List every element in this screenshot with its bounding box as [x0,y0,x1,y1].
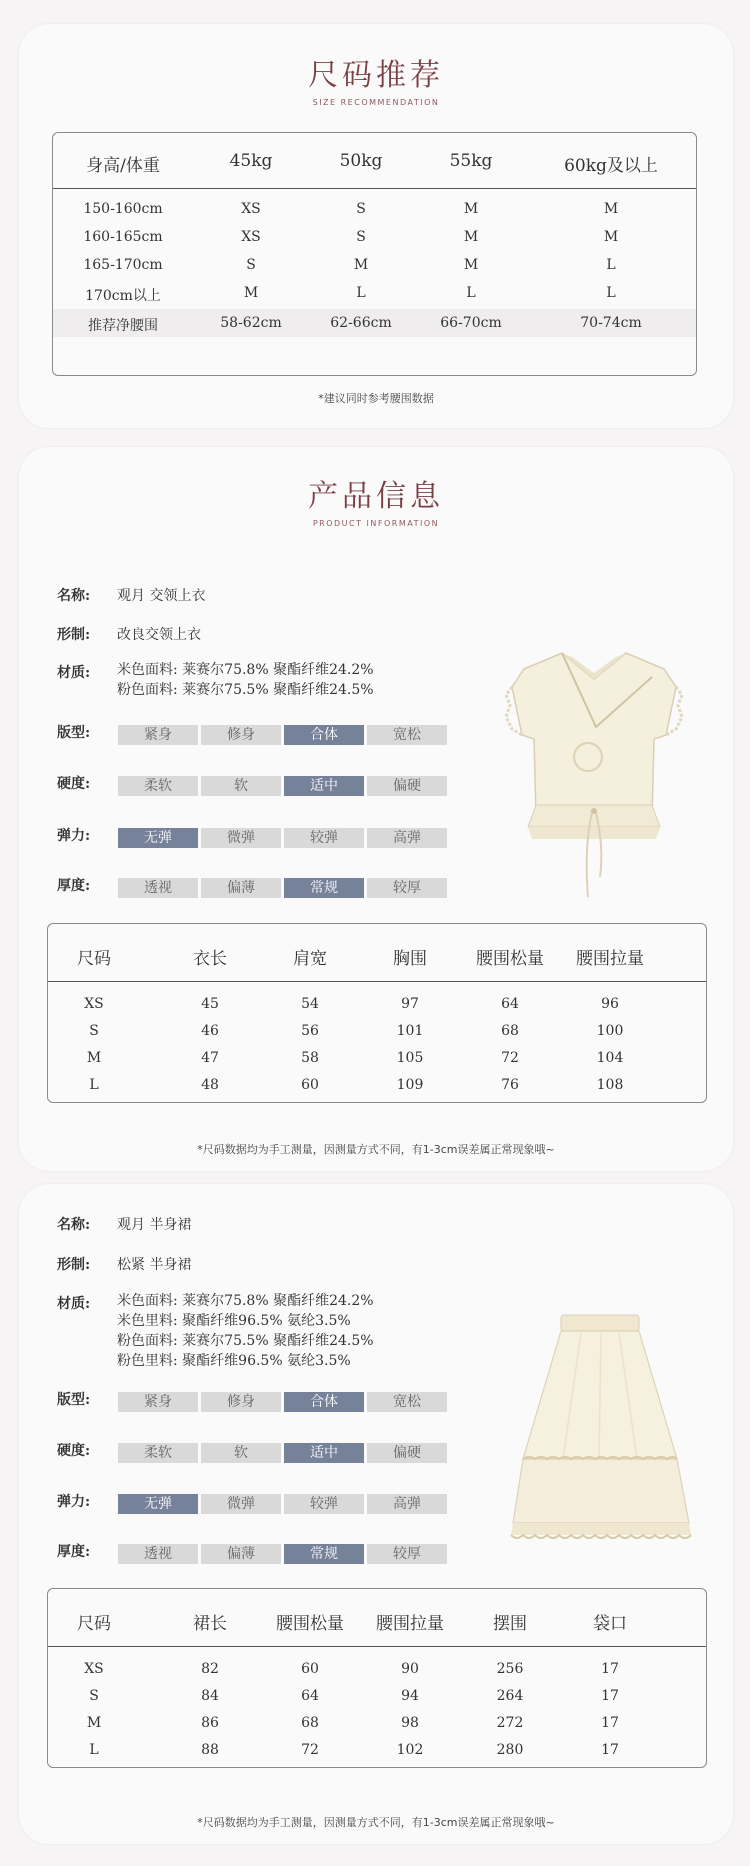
fit-option: 修身 [201,1392,281,1412]
table-cell: 105 [396,1050,424,1066]
table-cell: 96 [601,996,619,1012]
table-cell: 66-70cm [440,315,502,331]
product-style: 松紧 半身裙 [117,1257,192,1273]
table-cell: XS [84,1661,104,1677]
table-cell: 60 [301,1661,319,1677]
thickness-option: 较厚 [367,878,447,898]
header-cell: 45kg [229,151,273,171]
table-cell: M [353,257,369,273]
table-cell: M [86,1050,102,1066]
table-cell: 17 [601,1715,619,1731]
table-cell: 98 [401,1715,419,1731]
table-cell: L [466,285,476,301]
hardness-option: 偏硬 [367,776,447,796]
table-cell: 280 [496,1742,524,1758]
fit-label: 版型: [57,1392,91,1408]
name-label: 名称: [57,1217,91,1233]
measurement-note: *尺码数据均为手工测量，因测量方式不同，有1-3cm误差属正常现象哦~ [197,1816,555,1829]
material-label: 材质: [57,1296,91,1312]
table-cell: 104 [596,1050,624,1066]
hardness-label: 硬度: [57,776,91,792]
fit-option: 修身 [201,725,281,745]
table-cell: 62-66cm [330,315,392,331]
fit-option: 紧身 [118,1392,198,1412]
table-header [53,133,696,189]
fit-option: 宽松 [367,1392,447,1412]
header-cell: 裙长 [193,1614,227,1634]
table-cell: 272 [496,1715,524,1731]
header-cell: 尺码 [77,949,111,969]
top-size-table [47,923,707,1103]
material-line: 米色里料: 聚酯纤维96.5% 氨纶3.5% [117,1313,351,1329]
section-title: 尺码推荐 [308,58,444,93]
table-row [53,195,696,223]
table-cell: 94 [401,1688,419,1704]
hardness-option: 软 [201,1443,281,1463]
table-cell: 68 [301,1715,319,1731]
material-line: 粉色面料: 莱赛尔75.5% 聚酯纤维24.5% [117,1333,374,1349]
table-cell: S [356,229,366,245]
thickness-option: 透视 [118,878,198,898]
table-cell: S [89,1023,99,1039]
elasticity-option: 微弹 [201,1494,281,1514]
table-cell: XS [241,229,261,245]
header-cell: 60kg及以上 [564,156,658,176]
table-cell: 60 [301,1077,319,1093]
table-cell: 54 [301,996,319,1012]
table-cell: 68 [501,1023,519,1039]
table-cell: 56 [301,1023,319,1039]
table-cell: 45 [201,996,219,1012]
table-header [48,924,706,982]
table-cell: 84 [201,1688,219,1704]
skirt-size-table [47,1588,707,1768]
table-cell: 46 [201,1023,219,1039]
header-cell: 腰围松量 [476,949,544,969]
name-label: 名称: [57,588,91,604]
table-cell: 推荐净腰围 [88,318,158,334]
header-cell: 尺码 [77,1614,111,1634]
style-label: 形制: [57,1257,91,1273]
header-cell: 摆围 [493,1614,527,1634]
header-cell: 衣长 [193,949,227,969]
material-line: 粉色里料: 聚酯纤维96.5% 氨纶3.5% [117,1353,351,1369]
table-cell: S [356,201,366,217]
table-cell: S [246,257,256,273]
table-cell: 48 [201,1077,219,1093]
table-cell: M [243,285,259,301]
recommend-note: *建议同时参考腰围数据 [318,392,434,405]
thickness-option-selected: 常规 [284,1544,364,1564]
table-cell: 109 [396,1077,424,1093]
hardness-option: 软 [201,776,281,796]
product-info-skirt-card [19,1184,733,1844]
hardness-option: 偏硬 [367,1443,447,1463]
fit-option-selected: 合体 [284,1392,364,1412]
thickness-label: 厚度: [57,1544,91,1560]
table-cell: 72 [301,1742,319,1758]
header-cell: 腰围松量 [276,1614,344,1634]
table-cell: M [463,257,479,273]
header-cell: 50kg [339,151,383,171]
product-info-top-card [19,447,733,1171]
header-cell: 身高/体重 [86,156,160,176]
table-cell: 17 [601,1661,619,1677]
table-cell: 165-170cm [83,257,163,273]
thickness-option: 透视 [118,1544,198,1564]
elasticity-option: 高弹 [367,828,447,848]
material-line: 粉色面料: 莱赛尔75.5% 聚酯纤维24.5% [117,682,374,698]
table-cell: M [463,229,479,245]
table-cell: 47 [201,1050,219,1066]
table-cell: XS [84,996,104,1012]
table-cell: L [356,285,366,301]
product-name: 观月 半身裙 [117,1217,192,1233]
table-cell: M [603,201,619,217]
table-row [53,223,696,251]
elasticity-option: 微弹 [201,828,281,848]
hardness-option-selected: 适中 [284,1443,364,1463]
table-cell: 264 [496,1688,524,1704]
size-recommendation-card [19,24,733,428]
product-name: 观月 交领上衣 [117,588,206,604]
table-cell: L [89,1742,99,1758]
thickness-option-selected: 常规 [284,878,364,898]
elasticity-option: 高弹 [367,1494,447,1514]
elasticity-option: 较弹 [284,828,364,848]
table-cell: 58 [301,1050,319,1066]
table-cell: 64 [301,1688,319,1704]
table-row-waist [53,309,696,337]
hardness-option: 柔软 [118,1443,198,1463]
table-cell: 17 [601,1688,619,1704]
header-cell: 袋口 [593,1614,627,1634]
header-cell: 腰围拉量 [576,949,644,969]
table-cell: 72 [501,1050,519,1066]
table-cell: 100 [596,1023,624,1039]
table-cell: 170cm以上 [85,288,161,304]
table-cell: 90 [401,1661,419,1677]
hardness-option: 柔软 [118,776,198,796]
header-cell: 肩宽 [293,949,327,969]
style-label: 形制: [57,627,91,643]
elasticity-label: 弹力: [57,1494,91,1510]
table-cell: 17 [601,1742,619,1758]
thickness-label: 厚度: [57,878,91,894]
measurement-note: *尺码数据均为手工测量，因测量方式不同，有1-3cm误差属正常现象哦~ [197,1143,555,1156]
table-cell: 76 [501,1077,519,1093]
table-cell: L [89,1077,99,1093]
table-cell: L [606,257,616,273]
elasticity-label: 弹力: [57,828,91,844]
table-row [53,279,696,307]
table-cell: 108 [596,1077,624,1093]
table-cell: M [86,1715,102,1731]
header-cell: 胸围 [393,949,427,969]
hardness-label: 硬度: [57,1443,91,1459]
fit-option-selected: 合体 [284,725,364,745]
fit-option: 紧身 [118,725,198,745]
table-cell: 256 [496,1661,524,1677]
blouse-image [484,617,704,907]
table-cell: 88 [201,1742,219,1758]
table-cell: 102 [396,1742,424,1758]
table-cell: M [463,201,479,217]
material-label: 材质: [57,665,91,681]
elasticity-option-selected: 无弹 [118,1494,198,1514]
section-subtitle: SIZE RECOMMENDATION [312,98,440,107]
skirt-image [509,1309,699,1559]
header-cell: 55kg [449,151,493,171]
elasticity-option-selected: 无弹 [118,828,198,848]
elasticity-option: 较弹 [284,1494,364,1514]
thickness-option: 较厚 [367,1544,447,1564]
table-header [48,1589,706,1647]
table-cell: 101 [396,1023,424,1039]
table-cell: 58-62cm [220,315,282,331]
product-style: 改良交领上衣 [117,627,201,643]
fit-label: 版型: [57,725,91,741]
table-cell: 86 [201,1715,219,1731]
hardness-option-selected: 适中 [284,776,364,796]
section-title: 产品信息 [308,479,444,514]
table-cell: 160-165cm [83,229,163,245]
table-cell: M [603,229,619,245]
table-cell: 97 [401,996,419,1012]
table-cell: 70-74cm [580,315,642,331]
section-subtitle: PRODUCT INFORMATION [312,519,440,528]
thickness-option: 偏薄 [201,1544,281,1564]
table-cell: 64 [501,996,519,1012]
table-cell: 150-160cm [83,201,163,217]
material-line: 米色面料: 莱赛尔75.8% 聚酯纤维24.2% [117,1293,374,1309]
table-row [53,251,696,279]
recommend-table [52,132,697,376]
table-cell: S [89,1688,99,1704]
table-cell: L [606,285,616,301]
table-cell: 82 [201,1661,219,1677]
fit-option: 宽松 [367,725,447,745]
material-line: 米色面料: 莱赛尔75.8% 聚酯纤维24.2% [117,662,374,678]
table-cell: XS [241,201,261,217]
header-cell: 腰围拉量 [376,1614,444,1634]
thickness-option: 偏薄 [201,878,281,898]
